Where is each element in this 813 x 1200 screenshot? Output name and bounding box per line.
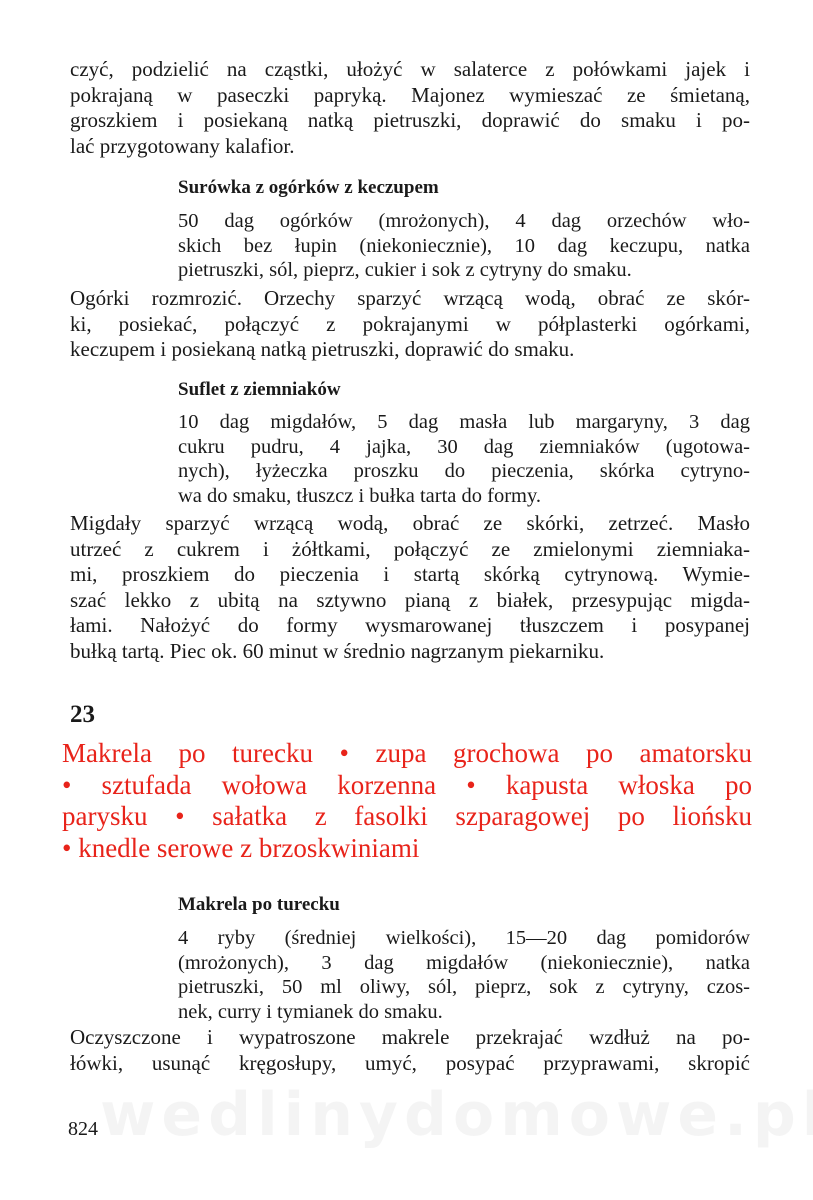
method-makrela [70, 1025, 750, 1076]
menu-line: parysku • sałatka z fasolki szparagowej po liońsku [62, 801, 752, 831]
ingredient-line: 10 dag migdałów, 5 dag masła lub margaryny, 3 dag [178, 411, 750, 433]
method-surowka [70, 286, 750, 363]
watermark [100, 1080, 740, 1150]
page-number: 824 [68, 1118, 98, 1140]
recipe-title-makrela: Makrela po turecku [178, 894, 340, 915]
text-line: mi, proszkiem do pieczenia i startą skórką cytrynową. Wymie- [70, 562, 750, 586]
menu-line: • knedle serowe z brzoskwiniami [62, 832, 420, 863]
text-line: ki, posiekać, połączyć z pokrajanymi w półplasterki ogórkami, [70, 311, 750, 336]
text-line: utrzeć z cukrem i żółtkami, połączyć ze zmielonymi ziemniaka- [70, 536, 750, 561]
text-line: pokrajaną w paseczki papryką. Majonez wymieszać ze śmietaną, [70, 82, 750, 107]
ingredients-suflet [178, 410, 750, 508]
text-line: łówki, usunąć kręgosłupy, umyć, posypać przyprawami, skropić [70, 1050, 750, 1075]
text-line: szać lekko z ubitą na sztywno pianą z białek, przesypując migda- [70, 587, 750, 612]
text-line: Ogórki rozmrozić. Orzechy sparzyć wrzącą wodą, obrać ze skór- [70, 286, 750, 310]
menu-line: Makrela po turecku • zupa grochowa po amatorsku [62, 738, 752, 768]
ingredient-line: 4 ryby (średniej wielkości), 15—20 dag pomidorów [178, 927, 750, 949]
chapter-menu [62, 738, 752, 864]
ingredient-line: nek, curry i tymianek do smaku. [178, 1000, 443, 1023]
ingredient-line: (mrożonych), 3 dag migdałów (niekoniecznie), natka [178, 951, 750, 974]
menu-line: • sztufada wołowa korzenna • kapusta włoska po [62, 769, 752, 800]
text-line: lać przygotowany kalafior. [70, 133, 295, 158]
method-suflet [70, 511, 750, 664]
recipe-title-suflet: Suflet z ziemniaków [178, 379, 341, 400]
text-line: Migdały sparzyć wrzącą wodą, obrać ze skórki, zetrzeć. Masło [70, 511, 750, 535]
ingredient-line: nych), łyżeczka proszku do pieczenia, skórka cytryno- [178, 460, 750, 482]
ingredient-line: pietruszki, 50 ml oliwy, sól, pieprz, sok z cytryny, czos- [178, 976, 750, 998]
ingredient-line: cukru pudru, 4 jajka, 30 dag ziemniaków (ugotowa- [178, 435, 750, 458]
ingredient-line: wa do smaku, tłuszcz i bułka tarta do formy. [178, 484, 542, 507]
ingredients-surowka [178, 209, 750, 283]
ingredient-line: skich bez łupin (niekoniecznie), 10 dag keczupu, natka [178, 234, 750, 257]
ingredients-makrela [178, 926, 750, 1024]
text-line: bułką tartą. Piec ok. 60 minut w średnio nagrzanym piekarniku. [70, 638, 605, 663]
intro-paragraph [70, 57, 750, 159]
recipe-title-surowka: Surówka z ogórków z keczupem [178, 177, 439, 198]
text-line: Oczyszczone i wypatroszone makrele przekrajać wzdłuż na po- [70, 1025, 750, 1049]
text-line: keczupem i posiekaną natką pietruszki, doprawić do smaku. [70, 337, 575, 361]
text-line: łami. Nałożyć do formy wysmarowanej tłuszczem i posypanej [70, 613, 750, 637]
ingredient-line: 50 dag ogórków (mrożonych), 4 dag orzechów wło- [178, 210, 750, 232]
ingredient-line: pietruszki, sól, pieprz, cukier i sok z cytryny do smaku. [178, 259, 632, 281]
text-line: groszkiem i posiekaną natką pietruszki, doprawić do smaku i po- [70, 108, 750, 132]
chapter-number: 23 [70, 701, 95, 728]
text-line: czyć, podzielić na cząstki, ułożyć w salaterce z połówkami jajek i [70, 57, 750, 81]
